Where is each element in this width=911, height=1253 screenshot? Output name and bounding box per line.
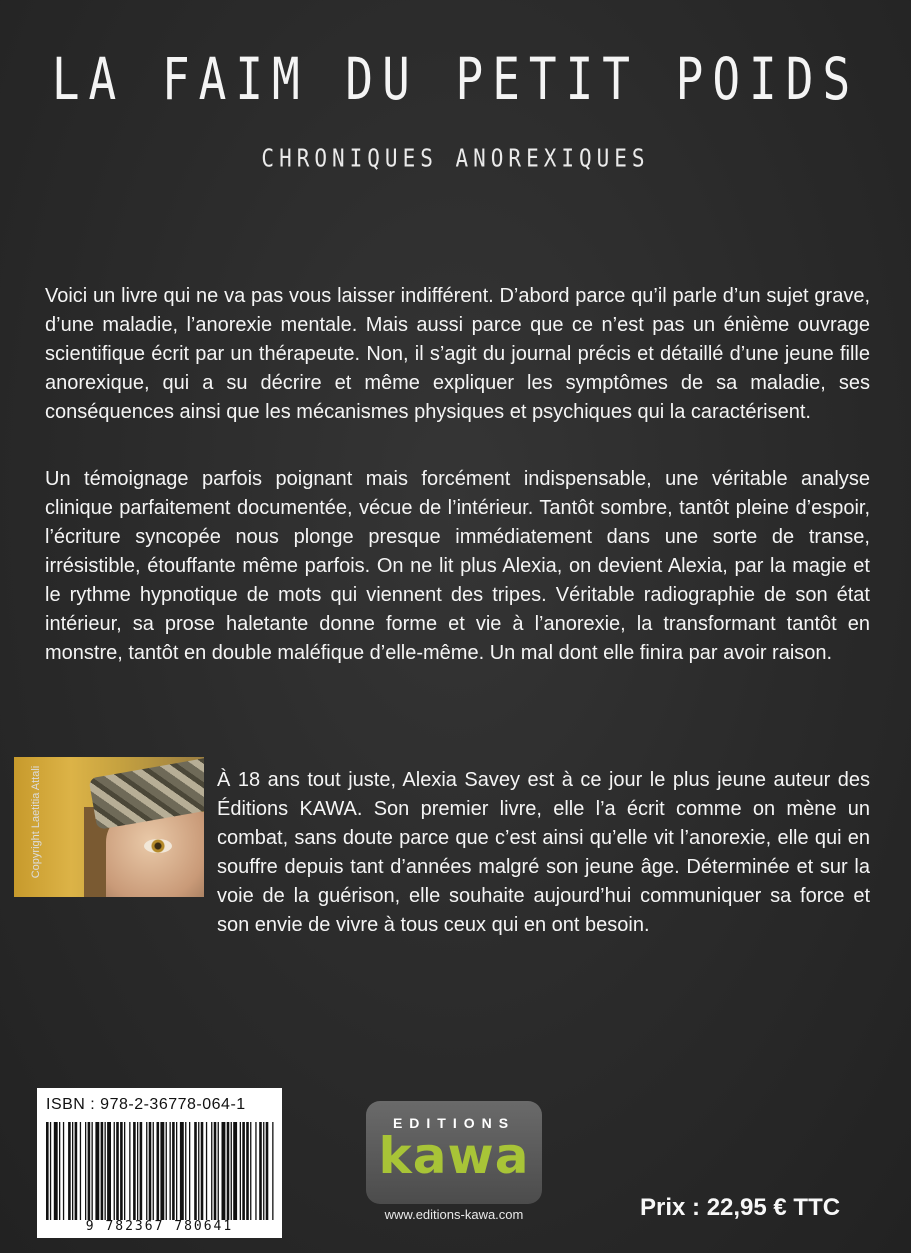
barcode bbox=[46, 1122, 274, 1220]
publisher-url: www.editions-kawa.com bbox=[384, 1207, 524, 1222]
blurb-paragraph-1: Voici un livre qui ne va pas vous laisser indifférent. D’abord parce qu’il parle d’un sujet grave, d’une maladie, l’anorexie mentale. Mais aussi parce que ce n’est pas un énième ouvrage scientifique écrit par un thérapeute. Non, il s’agit du journal précis et détaillé d’une jeune fille anorexique, qui a su décrire et même expliquer les symptômes de sa maladie, ses conséquences ainsi que les mécanismes physiques et psychiques qui la caractérisent. bbox=[45, 285, 870, 423]
eye-icon bbox=[144, 839, 172, 853]
book-title: LA FAIM DU PETIT POIDS bbox=[51, 45, 860, 113]
author-photo bbox=[14, 757, 204, 897]
blurb-paragraph-2: Un témoignage parfois poignant mais forcément indispensable, une véritable analyse clinique parfaitement documentée, vécue de l’intérieur. Tantôt sombre, tantôt pleine d’espoir, l’écriture syncopée nous plonge presque immédiatement dans une sorte de transe, irrésistible, étouffante même parfois. On ne lit plus Alexia, on devient Alexia, par la magie et le rythme hypnotique de mots qui viennent des tripes. Véritable radiographie de son état intérieur, sa prose haletante donne forme et vie à l’anorexie, la transformant tantôt en monstre, tantôt en double maléfique d’elle-même. Un mal dont elle finira par avoir raison. bbox=[45, 468, 870, 664]
publisher-logo-word: kawa bbox=[378, 1127, 530, 1185]
publisher-logo bbox=[366, 1101, 542, 1204]
isbn-label: ISBN : 978-2-36778-064-1 bbox=[46, 1096, 246, 1113]
publisher-logo-top: EDITIONS bbox=[392, 1115, 516, 1131]
barcode-digits: 9 782367 780641 bbox=[85, 1219, 234, 1234]
book-subtitle: CHRONIQUES ANOREXIQUES bbox=[261, 143, 650, 173]
price-label: Prix : 22,95 € TTC bbox=[640, 1194, 841, 1221]
author-bio: À 18 ans tout juste, Alexia Savey est à ce jour le plus jeune auteur des Éditions KAWA. Son premier livre, elle l’a écrit comme on mène un combat, sans doute parce que c’est ainsi qu’elle vit l’anorexie, elle qui en souffre depuis tant d’années malgré son jeune âge. Déterminée et sur la voie de la guérison, elle souhaite aujourd’hui communiquer sa force et son envie de vivre à tous ceux qui en ont besoin. bbox=[217, 769, 870, 936]
photo-credit: Copyright Laetitia Attali bbox=[30, 765, 42, 879]
